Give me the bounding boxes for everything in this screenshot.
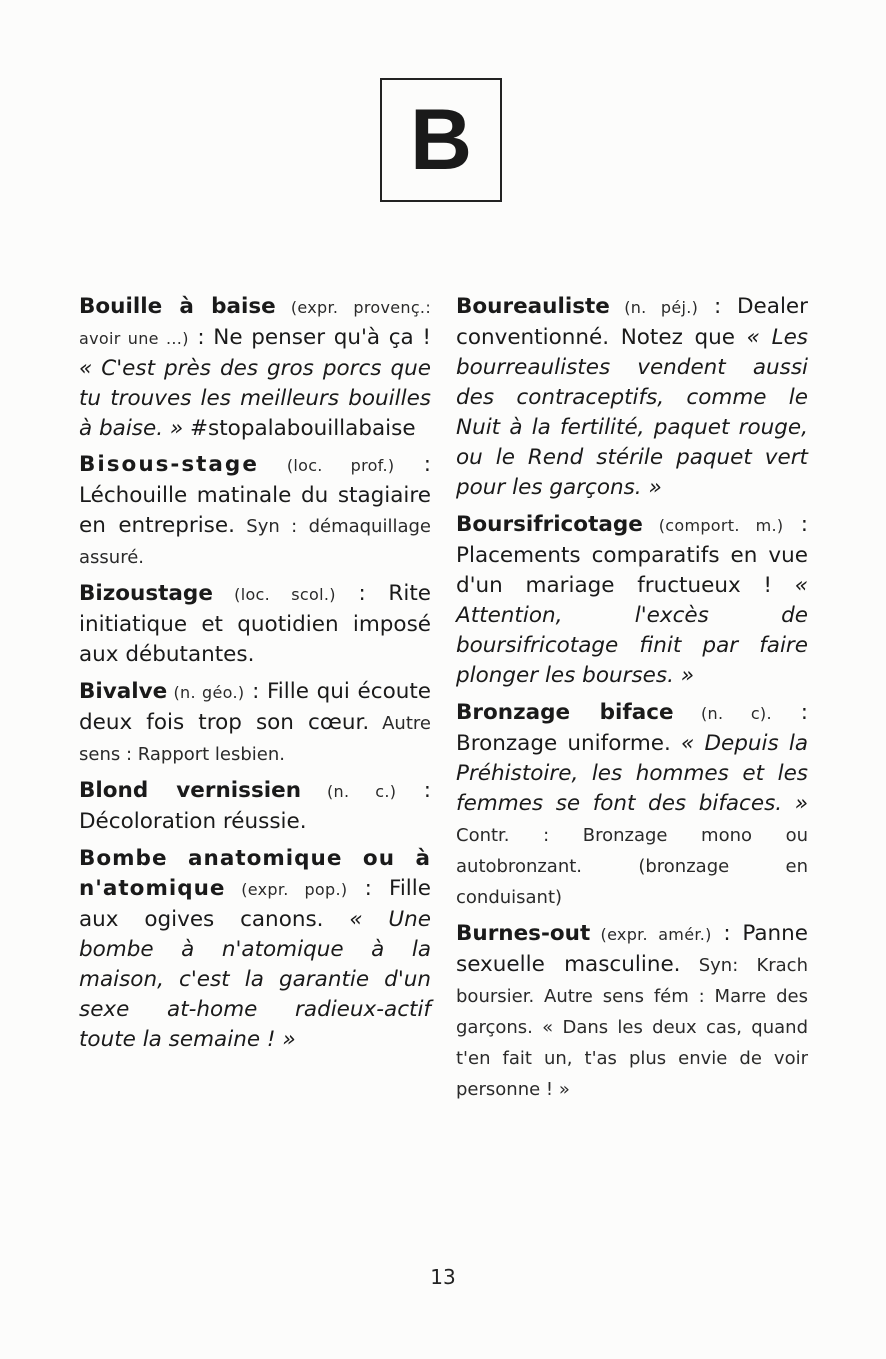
dictionary-entry <box>456 510 808 692</box>
entry-headword: Bizoustage <box>79 581 213 606</box>
entry-definition: : Bronzage uniforme. <box>456 700 808 756</box>
section-letter-box <box>380 78 502 202</box>
dictionary-entry <box>79 450 431 573</box>
entry-grammar: (loc. prof.) <box>258 456 395 475</box>
dictionary-entry <box>79 579 431 671</box>
section-letter: B <box>409 92 473 188</box>
entry-grammar: (n. péj.) <box>609 298 699 317</box>
entry-headword: Bivalve <box>79 679 168 704</box>
entry-definition: : Fille qui écoute deux fois trop son cœur. <box>79 679 432 735</box>
entry-grammar: (expr. amér.) <box>590 925 712 944</box>
entry-headword: Bronzage biface <box>456 700 674 725</box>
entry-definition: : Léchouille matinale du stagiaire en entreprise. <box>79 452 431 538</box>
dictionary-entry <box>456 698 808 913</box>
entry-grammar: (expr. provenç.: avoir une ...) <box>79 298 432 348</box>
dictionary-entry <box>456 292 808 504</box>
entry-grammar: (loc. scol.) <box>212 585 336 604</box>
entry-headword: Boureauliste <box>456 294 610 319</box>
entry-note: Autre sens : Rapport lesbien. <box>79 713 431 765</box>
page-number: 13 <box>430 1265 456 1289</box>
entry-grammar: (n. c.) <box>301 782 397 801</box>
dictionary-entry <box>79 844 431 1056</box>
entry-grammar: (n. géo.) <box>167 683 245 702</box>
entry-note: Contr. : Bronzage mono ou autobronzant. (bronzage en conduisant) <box>456 825 808 908</box>
entry-definition: : Décoloration réussie. <box>79 778 431 834</box>
entry-headword: Burnes-out <box>456 921 591 946</box>
entry-example: « C'est près des gros porcs que tu trouves les meilleurs bouilles à baise. » <box>79 356 431 441</box>
dictionary-column-left <box>79 292 431 1062</box>
entry-example: « Les bourreaulistes vendent aussi des contraceptifs, comme le Nuit à la fertilité, paquet rouge, ou le Rend stérile paquet vert pour les garçons. » <box>456 325 808 500</box>
entry-note: Syn : démaquillage assuré. <box>79 516 431 568</box>
entry-definition: : Rite initiatique et quotidien imposé aux débutantes. <box>79 581 431 667</box>
entry-example: « Une bombe à n'atomique à la maison, c'est la garantie d'un sexe at-home radieux-actif toute la semaine ! » <box>79 907 431 1052</box>
dictionary-entry <box>79 677 431 770</box>
entry-headword: Blond vernissien <box>79 778 302 803</box>
entry-headword: Bombe anatomique ou à n'atomique <box>79 846 431 901</box>
entry-grammar: (n. c). <box>673 704 772 723</box>
entry-headword: Boursifricotage <box>456 512 643 537</box>
entry-example: « Depuis la Préhistoire, les hommes et les femmes se font des bifaces. » <box>456 731 808 816</box>
entry-definition: : Ne penser qu'à ça ! <box>188 325 431 350</box>
dictionary-column-right <box>456 292 808 1111</box>
entry-headword: Bouille à baise <box>79 294 276 319</box>
entry-note: Syn: Krach boursier. Autre sens fém : Marre des garçons. « Dans les deux cas, quand t'en fait un, t'as plus envie de voir personne ! » <box>456 955 808 1100</box>
entry-definition: : Dealer conventionné. Notez que <box>456 294 808 350</box>
entry-definition: : Placements comparatifs en vue d'un mariage fructueux ! <box>456 512 808 598</box>
entry-headword: Bisous-stage <box>79 452 259 477</box>
entry-definition: : Fille aux ogives canons. <box>79 876 431 932</box>
entry-grammar: (comport. m.) <box>642 516 784 535</box>
entry-example: « Attention, l'excès de boursifricotage finit par faire plonger les bourses. » <box>456 573 808 688</box>
entry-definition: : Panne sexuelle masculine. <box>456 921 808 977</box>
entry-grammar: (expr. pop.) <box>225 880 348 899</box>
entry-note: #stopalabouillabaise <box>183 416 416 441</box>
dictionary-entry <box>79 292 431 444</box>
dictionary-entry <box>79 776 431 838</box>
dictionary-entry <box>456 919 808 1105</box>
